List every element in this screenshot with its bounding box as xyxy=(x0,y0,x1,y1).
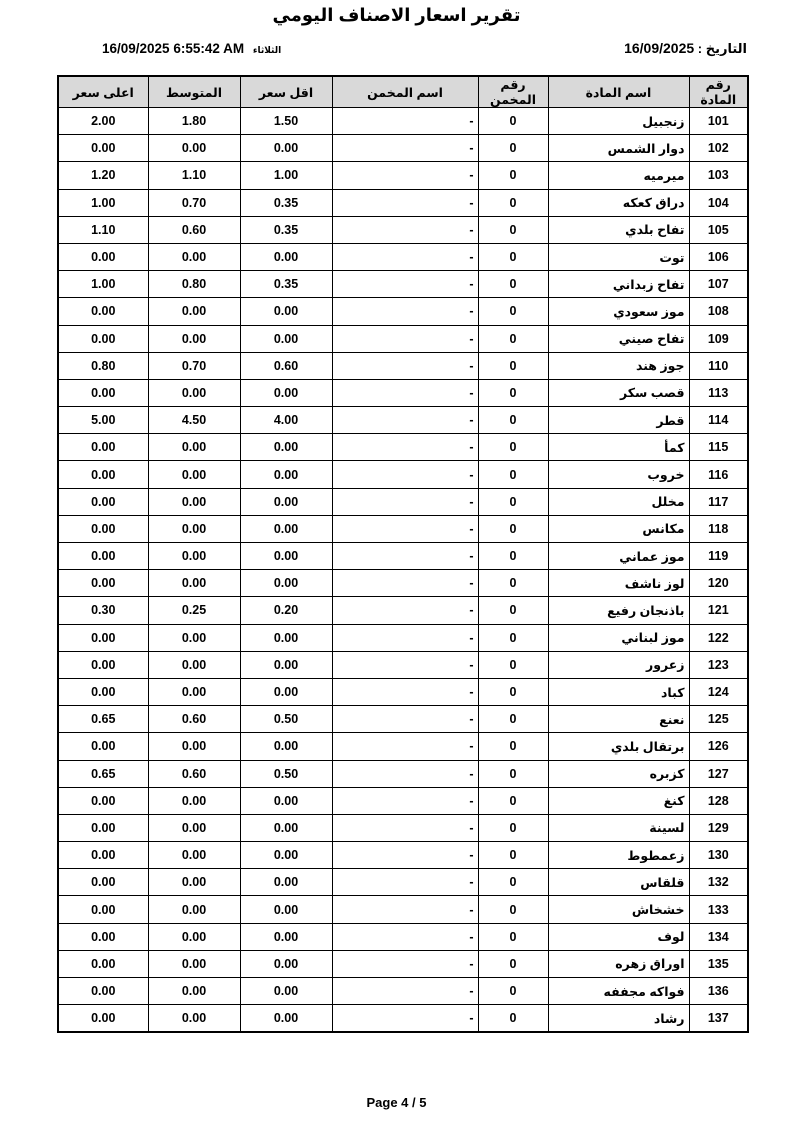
cell-assessor-number: 0 xyxy=(478,923,548,950)
cell-assessor-number: 0 xyxy=(478,624,548,651)
header-max-price: اعلى سعر xyxy=(58,76,148,108)
price-table-body xyxy=(58,108,748,1032)
cell-assessor-number: 0 xyxy=(478,298,548,325)
cell-item-name: تفاح بلدي xyxy=(548,216,689,243)
cell-max-price: 0.00 xyxy=(58,787,148,814)
header-avg-price: المتوسط xyxy=(148,76,240,108)
cell-item-number: 102 xyxy=(689,135,748,162)
cell-item-name: خشخاش xyxy=(548,896,689,923)
cell-min-price: 0.00 xyxy=(240,298,332,325)
cell-max-price: 1.00 xyxy=(58,189,148,216)
table-row xyxy=(58,162,748,189)
cell-max-price: 0.00 xyxy=(58,135,148,162)
cell-max-price: 1.00 xyxy=(58,271,148,298)
cell-assessor-name: - xyxy=(332,108,478,135)
cell-assessor-number: 0 xyxy=(478,379,548,406)
cell-min-price: 0.00 xyxy=(240,135,332,162)
header-min-price: اقل سعر xyxy=(240,76,332,108)
cell-min-price: 0.50 xyxy=(240,760,332,787)
cell-assessor-name: - xyxy=(332,515,478,542)
cell-avg-price: 1.10 xyxy=(148,162,240,189)
cell-max-price: 1.10 xyxy=(58,216,148,243)
page-number: Page 4 / 5 xyxy=(366,1095,427,1110)
cell-assessor-number: 0 xyxy=(478,978,548,1005)
cell-assessor-name: - xyxy=(332,189,478,216)
cell-avg-price: 0.00 xyxy=(148,842,240,869)
cell-assessor-number: 0 xyxy=(478,814,548,841)
cell-assessor-number: 0 xyxy=(478,896,548,923)
cell-min-price: 0.35 xyxy=(240,216,332,243)
cell-avg-price: 0.00 xyxy=(148,950,240,977)
cell-avg-price: 0.00 xyxy=(148,787,240,814)
cell-min-price: 0.00 xyxy=(240,488,332,515)
weekday-label: الثلاثاء xyxy=(252,45,282,55)
cell-item-number: 134 xyxy=(689,923,748,950)
cell-min-price: 0.00 xyxy=(240,624,332,651)
cell-avg-price: 0.00 xyxy=(148,570,240,597)
cell-min-price: 0.00 xyxy=(240,896,332,923)
timestamp-value: 16/09/2025 6:55:42 AM xyxy=(102,41,245,56)
cell-avg-price: 0.00 xyxy=(148,298,240,325)
cell-item-name: برتقال بلدي xyxy=(548,733,689,760)
cell-item-name: مخلل xyxy=(548,488,689,515)
cell-item-number: 117 xyxy=(689,488,748,515)
cell-assessor-name: - xyxy=(332,243,478,270)
cell-assessor-name: - xyxy=(332,651,478,678)
cell-assessor-number: 0 xyxy=(478,108,548,135)
cell-min-price: 0.35 xyxy=(240,189,332,216)
cell-assessor-number: 0 xyxy=(478,461,548,488)
cell-item-name: لسينة xyxy=(548,814,689,841)
cell-max-price: 0.00 xyxy=(58,624,148,651)
cell-assessor-name: - xyxy=(332,814,478,841)
cell-assessor-number: 0 xyxy=(478,733,548,760)
cell-max-price: 0.00 xyxy=(58,570,148,597)
date-label: التاريخ : xyxy=(697,41,747,56)
table-row xyxy=(58,787,748,814)
table-row xyxy=(58,733,748,760)
cell-min-price: 0.00 xyxy=(240,733,332,760)
cell-min-price: 0.00 xyxy=(240,570,332,597)
cell-assessor-name: - xyxy=(332,706,478,733)
cell-min-price: 0.00 xyxy=(240,379,332,406)
cell-avg-price: 0.60 xyxy=(148,216,240,243)
table-row xyxy=(58,923,748,950)
cell-max-price: 0.00 xyxy=(58,896,148,923)
cell-assessor-number: 0 xyxy=(478,543,548,570)
cell-assessor-number: 0 xyxy=(478,162,548,189)
cell-max-price: 0.00 xyxy=(58,243,148,270)
cell-avg-price: 0.60 xyxy=(148,760,240,787)
cell-assessor-number: 0 xyxy=(478,325,548,352)
table-row xyxy=(58,515,748,542)
table-row xyxy=(58,434,748,461)
cell-max-price: 0.00 xyxy=(58,325,148,352)
cell-min-price: 0.60 xyxy=(240,352,332,379)
cell-max-price: 0.65 xyxy=(58,760,148,787)
cell-min-price: 0.50 xyxy=(240,706,332,733)
cell-max-price: 0.00 xyxy=(58,869,148,896)
table-row xyxy=(58,352,748,379)
cell-avg-price: 0.00 xyxy=(148,896,240,923)
date-value: 16/09/2025 xyxy=(624,40,695,56)
cell-item-number: 119 xyxy=(689,543,748,570)
cell-assessor-number: 0 xyxy=(478,678,548,705)
cell-max-price: 0.00 xyxy=(58,515,148,542)
table-row xyxy=(58,243,748,270)
cell-assessor-number: 0 xyxy=(478,515,548,542)
cell-item-number: 122 xyxy=(689,624,748,651)
table-row xyxy=(58,950,748,977)
table-row xyxy=(58,135,748,162)
header-assessor-number: رقم المخمن xyxy=(478,76,548,108)
cell-item-name: كزبره xyxy=(548,760,689,787)
cell-avg-price: 4.50 xyxy=(148,407,240,434)
cell-assessor-name: - xyxy=(332,1005,478,1032)
cell-assessor-name: - xyxy=(332,978,478,1005)
page-title: تقرير اسعار الاصناف اليومي xyxy=(272,5,521,25)
cell-item-number: 135 xyxy=(689,950,748,977)
cell-item-number: 113 xyxy=(689,379,748,406)
table-row xyxy=(58,869,748,896)
cell-item-name: دوار الشمس xyxy=(548,135,689,162)
cell-min-price: 0.00 xyxy=(240,543,332,570)
cell-item-name: باذنجان رفيع xyxy=(548,597,689,624)
cell-item-number: 110 xyxy=(689,352,748,379)
cell-max-price: 0.00 xyxy=(58,678,148,705)
cell-assessor-name: - xyxy=(332,950,478,977)
table-row xyxy=(58,407,748,434)
cell-assessor-number: 0 xyxy=(478,1005,548,1032)
header-item-name: اسم المادة xyxy=(548,76,689,108)
cell-item-name: كباد xyxy=(548,678,689,705)
cell-assessor-number: 0 xyxy=(478,760,548,787)
cell-item-name: نعنع xyxy=(548,706,689,733)
table-row xyxy=(58,189,748,216)
cell-item-number: 116 xyxy=(689,461,748,488)
cell-assessor-name: - xyxy=(332,298,478,325)
cell-avg-price: 0.00 xyxy=(148,543,240,570)
cell-item-number: 125 xyxy=(689,706,748,733)
cell-item-name: تفاح زبداني xyxy=(548,271,689,298)
header-assessor-name: اسم المخمن xyxy=(332,76,478,108)
table-row xyxy=(58,108,748,135)
cell-item-number: 123 xyxy=(689,651,748,678)
cell-max-price: 0.00 xyxy=(58,923,148,950)
cell-item-name: كمأ xyxy=(548,434,689,461)
cell-avg-price: 0.00 xyxy=(148,814,240,841)
cell-assessor-number: 0 xyxy=(478,651,548,678)
cell-min-price: 0.00 xyxy=(240,1005,332,1032)
cell-item-name: قطر xyxy=(548,407,689,434)
cell-avg-price: 0.00 xyxy=(148,624,240,651)
cell-item-name: موز لبناني xyxy=(548,624,689,651)
cell-avg-price: 0.00 xyxy=(148,434,240,461)
cell-item-name: كنغ xyxy=(548,787,689,814)
table-row xyxy=(58,842,748,869)
cell-item-name: زنجبيل xyxy=(548,108,689,135)
cell-item-name: ميرميه xyxy=(548,162,689,189)
cell-min-price: 0.35 xyxy=(240,271,332,298)
cell-avg-price: 0.00 xyxy=(148,325,240,352)
cell-item-name: توت xyxy=(548,243,689,270)
cell-assessor-number: 0 xyxy=(478,189,548,216)
cell-max-price: 0.00 xyxy=(58,379,148,406)
cell-item-name: زعمطوط xyxy=(548,842,689,869)
cell-avg-price: 0.00 xyxy=(148,923,240,950)
cell-item-number: 132 xyxy=(689,869,748,896)
cell-avg-price: 1.80 xyxy=(148,108,240,135)
report-date xyxy=(624,40,747,57)
cell-assessor-name: - xyxy=(332,570,478,597)
cell-assessor-number: 0 xyxy=(478,271,548,298)
cell-item-name: زعرور xyxy=(548,651,689,678)
cell-item-number: 128 xyxy=(689,787,748,814)
cell-max-price: 0.00 xyxy=(58,298,148,325)
cell-avg-price: 0.00 xyxy=(148,733,240,760)
cell-assessor-number: 0 xyxy=(478,869,548,896)
cell-min-price: 0.00 xyxy=(240,814,332,841)
cell-max-price: 0.00 xyxy=(58,814,148,841)
cell-item-number: 127 xyxy=(689,760,748,787)
cell-item-number: 133 xyxy=(689,896,748,923)
cell-item-number: 130 xyxy=(689,842,748,869)
cell-min-price: 0.00 xyxy=(240,461,332,488)
cell-assessor-number: 0 xyxy=(478,135,548,162)
cell-assessor-name: - xyxy=(332,379,478,406)
cell-max-price: 0.00 xyxy=(58,543,148,570)
table-row xyxy=(58,488,748,515)
cell-item-name: قلقاس xyxy=(548,869,689,896)
cell-avg-price: 0.00 xyxy=(148,461,240,488)
table-row xyxy=(58,543,748,570)
cell-max-price: 2.00 xyxy=(58,108,148,135)
table-row xyxy=(58,325,748,352)
cell-max-price: 1.20 xyxy=(58,162,148,189)
cell-assessor-name: - xyxy=(332,325,478,352)
cell-assessor-number: 0 xyxy=(478,407,548,434)
cell-min-price: 0.00 xyxy=(240,842,332,869)
cell-item-number: 118 xyxy=(689,515,748,542)
cell-avg-price: 0.00 xyxy=(148,135,240,162)
cell-item-name: رشاد xyxy=(548,1005,689,1032)
table-row xyxy=(58,651,748,678)
cell-assessor-name: - xyxy=(332,787,478,814)
table-row xyxy=(58,461,748,488)
cell-min-price: 4.00 xyxy=(240,407,332,434)
cell-assessor-name: - xyxy=(332,461,478,488)
cell-item-number: 109 xyxy=(689,325,748,352)
table-row xyxy=(58,1005,748,1032)
cell-assessor-name: - xyxy=(332,869,478,896)
cell-max-price: 0.00 xyxy=(58,434,148,461)
cell-assessor-number: 0 xyxy=(478,570,548,597)
cell-assessor-number: 0 xyxy=(478,842,548,869)
cell-assessor-number: 0 xyxy=(478,488,548,515)
cell-item-number: 101 xyxy=(689,108,748,135)
cell-avg-price: 0.60 xyxy=(148,706,240,733)
cell-assessor-number: 0 xyxy=(478,706,548,733)
cell-item-number: 115 xyxy=(689,434,748,461)
cell-min-price: 0.00 xyxy=(240,978,332,1005)
cell-item-number: 129 xyxy=(689,814,748,841)
cell-item-number: 120 xyxy=(689,570,748,597)
print-timestamp xyxy=(102,41,281,56)
cell-avg-price: 0.00 xyxy=(148,978,240,1005)
cell-max-price: 0.80 xyxy=(58,352,148,379)
daily-prices-table xyxy=(57,75,749,1033)
cell-assessor-name: - xyxy=(332,135,478,162)
table-row xyxy=(58,216,748,243)
cell-item-number: 107 xyxy=(689,271,748,298)
cell-max-price: 0.00 xyxy=(58,950,148,977)
table-row xyxy=(58,624,748,651)
cell-item-name: قصب سكر xyxy=(548,379,689,406)
cell-item-name: موز سعودي xyxy=(548,298,689,325)
cell-avg-price: 0.80 xyxy=(148,271,240,298)
cell-item-name: خروب xyxy=(548,461,689,488)
cell-min-price: 0.00 xyxy=(240,950,332,977)
cell-assessor-name: - xyxy=(332,923,478,950)
cell-item-name: دراق كعكه xyxy=(548,189,689,216)
cell-item-name: مكانس xyxy=(548,515,689,542)
cell-item-number: 106 xyxy=(689,243,748,270)
cell-min-price: 0.00 xyxy=(240,325,332,352)
cell-min-price: 1.50 xyxy=(240,108,332,135)
table-row xyxy=(58,597,748,624)
cell-item-number: 114 xyxy=(689,407,748,434)
cell-assessor-number: 0 xyxy=(478,597,548,624)
cell-assessor-number: 0 xyxy=(478,434,548,461)
table-row xyxy=(58,760,748,787)
cell-min-price: 1.00 xyxy=(240,162,332,189)
cell-assessor-name: - xyxy=(332,733,478,760)
cell-assessor-name: - xyxy=(332,896,478,923)
header-item-number: رقم المادة xyxy=(689,76,748,108)
cell-max-price: 0.00 xyxy=(58,733,148,760)
cell-item-name: جوز هند xyxy=(548,352,689,379)
cell-min-price: 0.00 xyxy=(240,787,332,814)
table-row xyxy=(58,706,748,733)
cell-max-price: 0.00 xyxy=(58,842,148,869)
cell-avg-price: 0.00 xyxy=(148,651,240,678)
cell-item-number: 108 xyxy=(689,298,748,325)
cell-avg-price: 0.00 xyxy=(148,1005,240,1032)
cell-avg-price: 0.00 xyxy=(148,678,240,705)
cell-assessor-number: 0 xyxy=(478,352,548,379)
cell-item-number: 103 xyxy=(689,162,748,189)
table-header-row xyxy=(58,76,748,108)
cell-item-name: موز عماني xyxy=(548,543,689,570)
cell-assessor-number: 0 xyxy=(478,243,548,270)
table-row xyxy=(58,379,748,406)
cell-assessor-name: - xyxy=(332,597,478,624)
table-row xyxy=(58,814,748,841)
cell-assessor-name: - xyxy=(332,216,478,243)
cell-max-price: 0.00 xyxy=(58,461,148,488)
cell-min-price: 0.00 xyxy=(240,651,332,678)
table-row xyxy=(58,271,748,298)
cell-max-price: 0.00 xyxy=(58,488,148,515)
cell-max-price: 0.30 xyxy=(58,597,148,624)
cell-min-price: 0.00 xyxy=(240,434,332,461)
cell-avg-price: 0.70 xyxy=(148,189,240,216)
cell-item-number: 124 xyxy=(689,678,748,705)
table-row xyxy=(58,570,748,597)
cell-item-name: لوف xyxy=(548,923,689,950)
cell-avg-price: 0.00 xyxy=(148,488,240,515)
cell-max-price: 5.00 xyxy=(58,407,148,434)
cell-assessor-name: - xyxy=(332,407,478,434)
cell-max-price: 0.00 xyxy=(58,978,148,1005)
cell-assessor-name: - xyxy=(332,543,478,570)
cell-assessor-number: 0 xyxy=(478,787,548,814)
cell-min-price: 0.00 xyxy=(240,515,332,542)
cell-avg-price: 0.25 xyxy=(148,597,240,624)
cell-assessor-name: - xyxy=(332,624,478,651)
cell-max-price: 0.65 xyxy=(58,706,148,733)
cell-assessor-name: - xyxy=(332,678,478,705)
table-row xyxy=(58,298,748,325)
table-row xyxy=(58,978,748,1005)
cell-assessor-number: 0 xyxy=(478,950,548,977)
cell-item-number: 104 xyxy=(689,189,748,216)
cell-item-number: 126 xyxy=(689,733,748,760)
cell-assessor-number: 0 xyxy=(478,216,548,243)
cell-assessor-name: - xyxy=(332,434,478,461)
cell-max-price: 0.00 xyxy=(58,1005,148,1032)
cell-min-price: 0.20 xyxy=(240,597,332,624)
cell-item-name: تفاح صيني xyxy=(548,325,689,352)
cell-avg-price: 0.00 xyxy=(148,869,240,896)
cell-assessor-name: - xyxy=(332,760,478,787)
cell-avg-price: 0.70 xyxy=(148,352,240,379)
cell-assessor-name: - xyxy=(332,271,478,298)
cell-min-price: 0.00 xyxy=(240,678,332,705)
cell-assessor-name: - xyxy=(332,842,478,869)
table-row xyxy=(58,678,748,705)
cell-min-price: 0.00 xyxy=(240,923,332,950)
cell-item-number: 105 xyxy=(689,216,748,243)
cell-item-number: 137 xyxy=(689,1005,748,1032)
cell-item-name: لوز ناشف xyxy=(548,570,689,597)
cell-item-number: 136 xyxy=(689,978,748,1005)
cell-item-name: اوراق زهره xyxy=(548,950,689,977)
cell-min-price: 0.00 xyxy=(240,243,332,270)
cell-avg-price: 0.00 xyxy=(148,243,240,270)
cell-avg-price: 0.00 xyxy=(148,379,240,406)
cell-item-name: فواكه مجففه xyxy=(548,978,689,1005)
cell-max-price: 0.00 xyxy=(58,651,148,678)
cell-min-price: 0.00 xyxy=(240,869,332,896)
cell-assessor-name: - xyxy=(332,352,478,379)
cell-avg-price: 0.00 xyxy=(148,515,240,542)
cell-assessor-name: - xyxy=(332,488,478,515)
table-row xyxy=(58,896,748,923)
cell-assessor-name: - xyxy=(332,162,478,189)
cell-item-number: 121 xyxy=(689,597,748,624)
